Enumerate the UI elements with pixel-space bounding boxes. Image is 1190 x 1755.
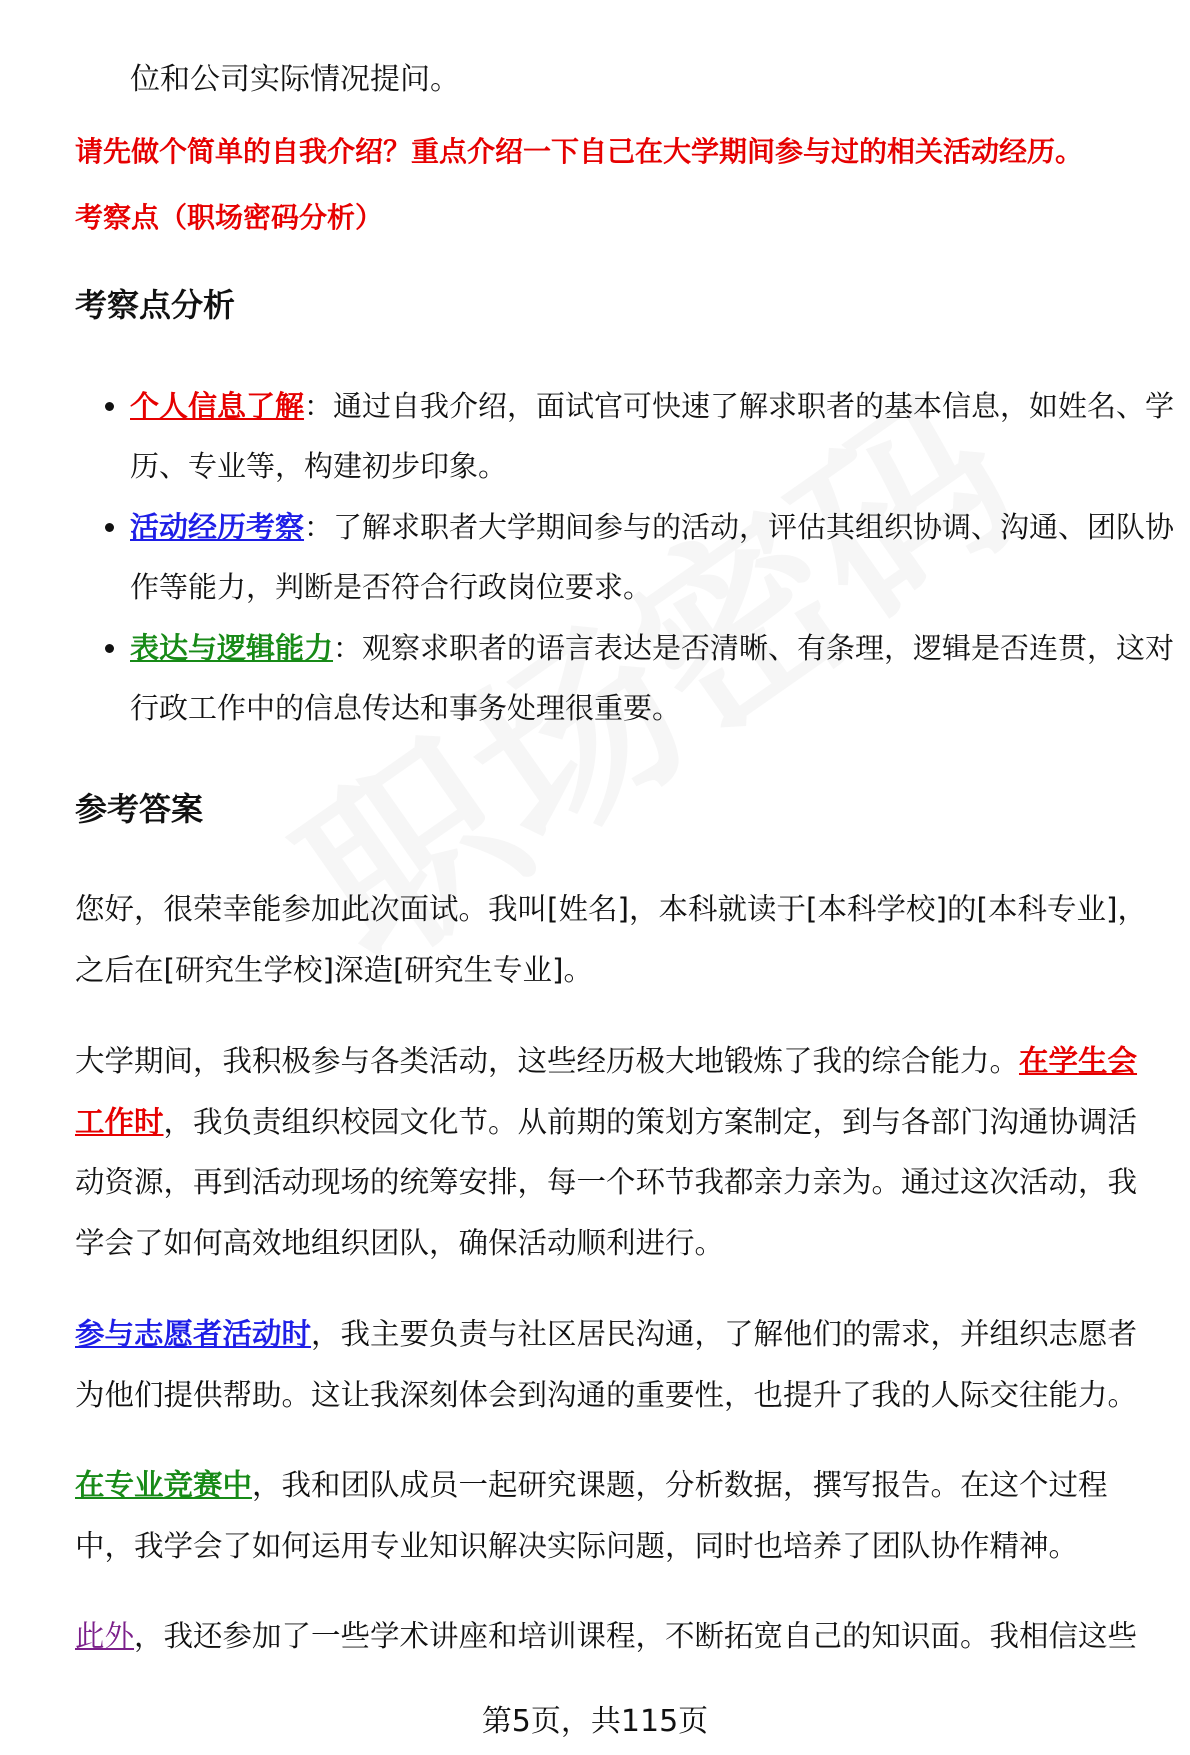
item-text: ：通过自我介绍，面试官可快速了解求职者的基本信息，如姓名、学历、专业等，构建初步印象。 bbox=[130, 389, 1175, 483]
list-item bbox=[130, 497, 1190, 617]
answer-paragraph-1: 您好，很荣幸能参加此次面试。我叫[姓名]，本科就读于[本科学校]的[本科专业]，之后在[研究生学校]深造[研究生专业]。 bbox=[75, 892, 1148, 987]
para-text: ，我负责组织校园文化节。从前期的策划方案制定，到与各部门沟通协调活动资源，再到活动现场的统筹安排，每一个环节我都亲力亲为。通过这次活动，我学会了如何高效地组织团队，确保活动顺利进行。 bbox=[75, 1104, 1138, 1260]
para-text: ，我主要负责与社区居民沟通，了解他们的需求，并组织志愿者为他们提供帮助。这让我深刻体会到沟通的重要性，也提升了我的人际交往能力。 bbox=[75, 1317, 1138, 1412]
list-item bbox=[130, 376, 1190, 496]
answer-paragraph-4 bbox=[75, 1455, 1165, 1576]
key-phrase-link[interactable]: 在专业竞赛中 bbox=[75, 1468, 253, 1502]
key-point-link[interactable]: 活动经历考察 bbox=[130, 510, 305, 544]
page-number: 第5页，共115页 bbox=[481, 1704, 709, 1739]
intro-tail-text: 位和公司实际情况提问。 bbox=[130, 62, 460, 97]
item-text: ：了解求职者大学期间参与的活动，评估其组织协调、沟通、团队协作等能力，判断是否符合行政岗位要求。 bbox=[130, 510, 1175, 604]
interview-question: 请先做个简单的自我介绍？重点介绍一下自己在大学期间参与过的相关活动经历。 bbox=[75, 135, 1084, 168]
key-point-link[interactable]: 表达与逻辑能力 bbox=[130, 631, 334, 665]
key-phrase-link[interactable]: 参与志愿者活动时 bbox=[75, 1317, 312, 1351]
key-phrase-link[interactable]: 此外 bbox=[75, 1619, 135, 1653]
item-text: ：观察求职者的语言表达是否清晰、有条理，逻辑是否连贯，这对行政工作中的信息传达和事务处理很重要。 bbox=[130, 631, 1175, 725]
list-item bbox=[130, 618, 1190, 738]
question-subtitle: 考察点（职场密码分析） bbox=[75, 201, 384, 234]
para-text: ，我和团队成员一起研究课题，分析数据，撰写报告。在这个过程中，我学会了如何运用专业知识解决实际问题，同时也培养了团队协作精神。 bbox=[75, 1468, 1108, 1563]
para-text: ，我还参加了一些学术讲座和培训课程，不断拓宽自己的知识面。我相信这些 bbox=[134, 1619, 1138, 1653]
answer-paragraph-5 bbox=[75, 1606, 1165, 1667]
answer-heading: 参考答案 bbox=[75, 790, 204, 828]
key-phrase-link[interactable]: 在学生会工作时 bbox=[75, 1044, 1138, 1139]
para-text: 大学期间，我积极参与各类活动，这些经历极大地锻炼了我的综合能力。 bbox=[75, 1044, 1020, 1078]
analysis-list bbox=[100, 376, 1190, 739]
key-point-link[interactable]: 个人信息了解 bbox=[130, 389, 305, 423]
answer-paragraph-2 bbox=[75, 1031, 1165, 1273]
answer-paragraph-3 bbox=[75, 1304, 1165, 1425]
analysis-heading: 考察点分析 bbox=[75, 286, 236, 324]
